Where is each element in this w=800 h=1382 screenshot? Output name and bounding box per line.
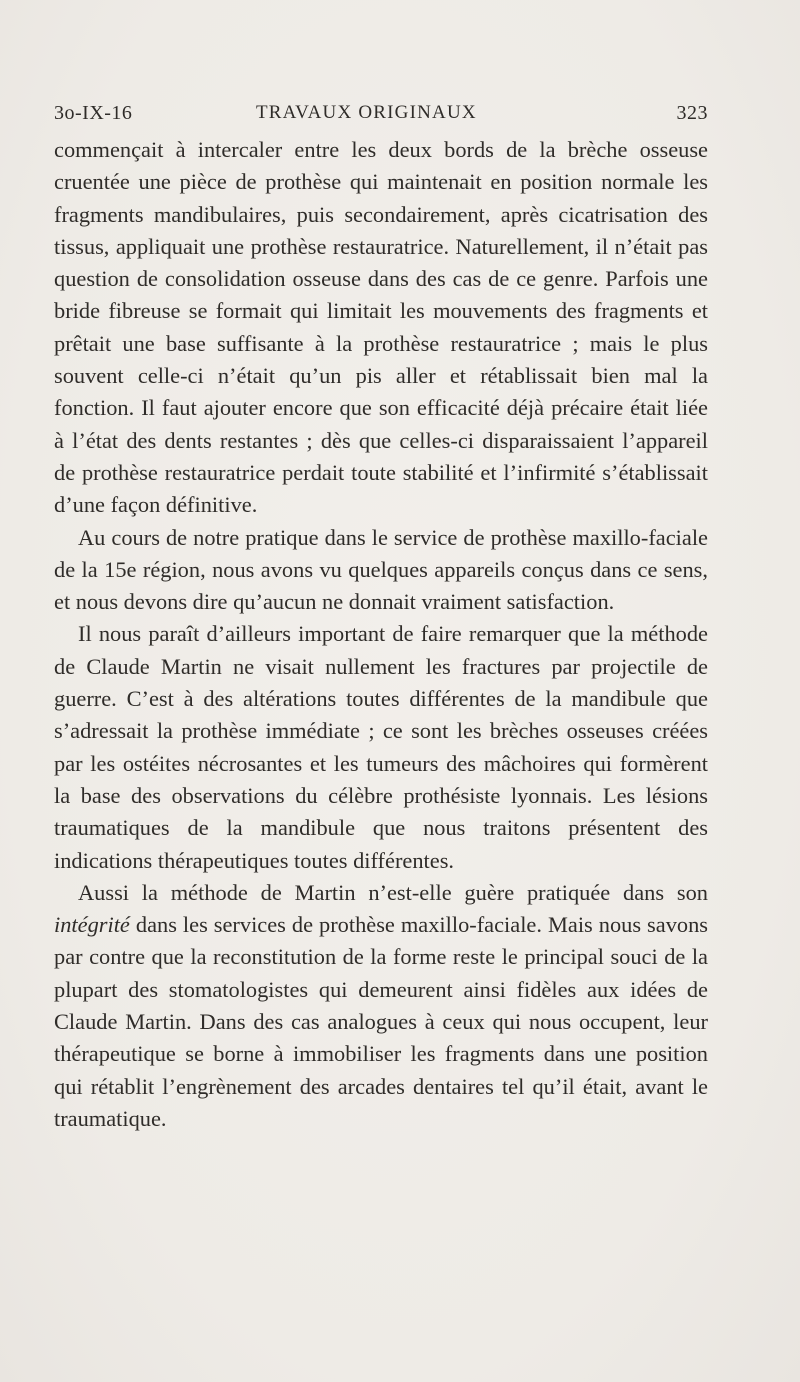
- header-date: 3o-IX-16: [54, 102, 133, 124]
- running-header: [54, 102, 708, 132]
- paragraph-2: Au cours de notre pratique dans le service de prothèse maxillo-faciale de la 15e région, nous avons vu quelques appareils conçus dans ce sens, et nous devons dire qu’aucun ne donnait vraiment satisfaction.: [54, 524, 708, 615]
- header-title: TRAVAUX ORIGINAUX: [256, 102, 477, 123]
- paragraph-1: commençait à intercaler entre les deux bords de la brèche osseuse cruentée une pièce de prothèse qui maintenait en position normale les fragments mandibulaires, puis secondairement, après cicatrisation des tissus, appliquait une prothèse restauratrice. Naturellement, il n’était pas question de consolidation osseuse dans des cas de ce genre. Parfois une bride fibreuse se formait qui limitait les mouvements des fragments et prêtait une base suffisante à la prothèse restauratrice ; mais le plus souvent celle-ci n’était qu’un pis aller et rétablissait bien mal la fonction. Il faut ajouter encore que son efficacité déjà précaire était liée à l’état des dents restantes ; dès que celles-ci disparaissaient l’appareil de prothèse restauratrice perdait toute stabilité et l’infirmité s’établissait d’une façon définitive.: [54, 137, 708, 518]
- paragraph-4-emphasis: intégrité: [54, 912, 130, 938]
- page-number: 323: [676, 102, 708, 124]
- body-text: [54, 134, 708, 1135]
- paragraph-4-before: Aussi la méthode de Martin n’est-elle guère pratiquée dans son: [78, 879, 708, 905]
- paragraph-4-after: dans les services de prothèse maxillo-faciale. Mais nous savons par contre que la reconstitution de la forme reste le principal souci de la plupart des stomatologistes qui demeurent ainsi fidèles aux idées de Claude Martin. Dans des cas analogues à ceux qui nous occupent, leur thérapeutique se borne à immobiliser les fragments dans une position qui rétablit l’engrènement des arcades dentaires tel qu’il était, avant le traumatique.: [54, 912, 708, 1131]
- paragraph-4: [54, 877, 708, 1135]
- paragraph-3: Il nous paraît d’ailleurs important de faire remarquer que la méthode de Claude Martin ne visait nullement les fractures par projectile de guerre. C’est à des altérations toutes différentes de la mandibule que s’adressait la prothèse immédiate ; ce sont les brèches osseuses créées par les ostéites nécrosantes et les tumeurs des mâchoires qui formèrent la base des observations du célèbre prothésiste lyonnais. Les lésions traumatiques de la mandibule que nous traitons présentent des indications thérapeutiques toutes différentes.: [54, 621, 708, 873]
